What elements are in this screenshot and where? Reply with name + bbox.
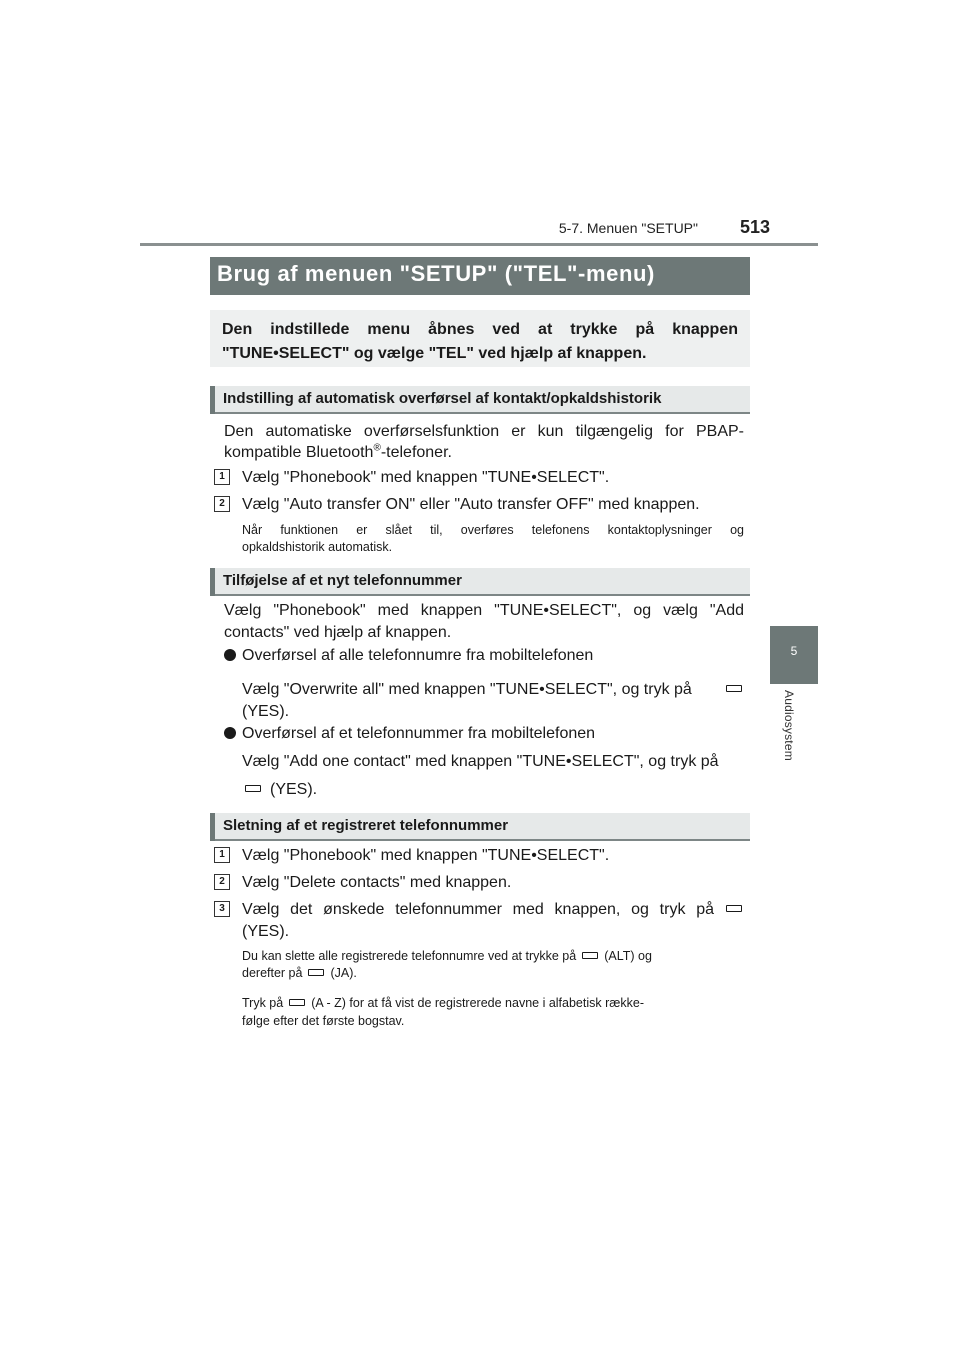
bullet-text: Vælg "Overwrite all" med knappen "TUNE•SELECT", og tryk på bbox=[242, 681, 692, 698]
section-heading-new-number bbox=[210, 568, 750, 596]
page-number: 513 bbox=[740, 217, 771, 237]
button-outline-icon bbox=[308, 969, 324, 976]
page-title: Brug af menuen "SETUP" ("TEL"-menu) bbox=[217, 261, 655, 286]
bullet-dot-icon bbox=[224, 727, 236, 739]
bullet-title: Overførsel af et telefonnummer fra mobiltelefonen bbox=[242, 725, 596, 742]
section-heading-delete-number bbox=[210, 813, 750, 841]
step-number: 3 bbox=[214, 901, 230, 917]
section-heading-text: Indstilling af automatisk overførsel af kontakt/opkaldshistorik bbox=[223, 390, 662, 407]
button-outline-icon bbox=[726, 905, 742, 912]
chapter-tab bbox=[770, 626, 818, 684]
step-number: 2 bbox=[214, 496, 230, 512]
note-text: Når funktionen er slået til, overføres telefonens kontaktoplysninger og bbox=[242, 523, 744, 537]
intro-box bbox=[210, 310, 750, 367]
button-outline-icon bbox=[582, 952, 598, 959]
note-text: Du kan slette alle registrerede telefonnumre ved at trykke på (ALT) og bbox=[242, 949, 652, 963]
step-text: Vælg det ønskede telefonnummer med knappen, og tryk på bbox=[242, 901, 714, 918]
step-number: 2 bbox=[214, 874, 230, 890]
section-heading-text: Sletning af et registreret telefonnummer bbox=[223, 817, 509, 834]
step-text: (YES). bbox=[242, 923, 290, 940]
paragraph: Vælg "Phonebook" med knappen "TUNE•SELECT", og vælg "Add bbox=[224, 602, 744, 619]
bullet-text: (YES). bbox=[270, 781, 318, 798]
paragraph: contacts" ved hjælp af knappen. bbox=[224, 624, 452, 641]
step-text: Vælg "Delete contacts" med knappen. bbox=[242, 874, 512, 891]
bullet-text: (YES). bbox=[242, 703, 290, 720]
bullet-dot-icon bbox=[224, 649, 236, 661]
button-outline-icon bbox=[289, 999, 305, 1006]
button-outline-icon bbox=[245, 785, 261, 792]
header-rule bbox=[140, 243, 818, 246]
section-header: 5-7. Menuen "SETUP" bbox=[558, 220, 698, 236]
paragraph: Den automatiske overførselsfunktion er kun tilgængelig for PBAP- bbox=[224, 423, 744, 440]
page-title-bar bbox=[210, 257, 750, 295]
button-outline-icon bbox=[726, 685, 742, 692]
step-text: Vælg "Phonebook" med knappen "TUNE•SELECT". bbox=[242, 847, 610, 864]
section-heading-auto-transfer bbox=[210, 386, 750, 414]
step-number: 1 bbox=[214, 847, 230, 863]
bullet-title: Overførsel af alle telefonnumre fra mobiltelefonen bbox=[242, 647, 594, 664]
step-text: Vælg "Auto transfer ON" eller "Auto transfer OFF" med knappen. bbox=[242, 496, 700, 513]
note-text: derefter på (JA). bbox=[242, 966, 357, 980]
note-text: følge efter det første bogstav. bbox=[242, 1014, 405, 1028]
intro-text: Den indstillede menu åbnes ved at trykke på knappen "TUNE•SELECT" og vælge "TEL" ved hjælp af knappen. bbox=[222, 321, 738, 362]
chapter-label: Audiosystem bbox=[782, 690, 796, 761]
chapter-number: 5 bbox=[790, 644, 798, 658]
note-text: opkaldshistorik automatisk. bbox=[242, 540, 393, 554]
step-number: 1 bbox=[214, 469, 230, 485]
step-text: Vælg "Phonebook" med knappen "TUNE•SELECT". bbox=[242, 469, 610, 486]
note-text: Tryk på (A - Z) for at få vist de registrerede navne i alfabetisk række- bbox=[242, 996, 644, 1010]
bullet-text: Vælg "Add one contact" med knappen "TUNE•SELECT", og tryk på bbox=[242, 753, 719, 770]
section-heading-text: Tilføjelse af et nyt telefonnummer bbox=[223, 572, 462, 589]
paragraph: kompatible Bluetooth®-telefoner. bbox=[224, 442, 452, 461]
